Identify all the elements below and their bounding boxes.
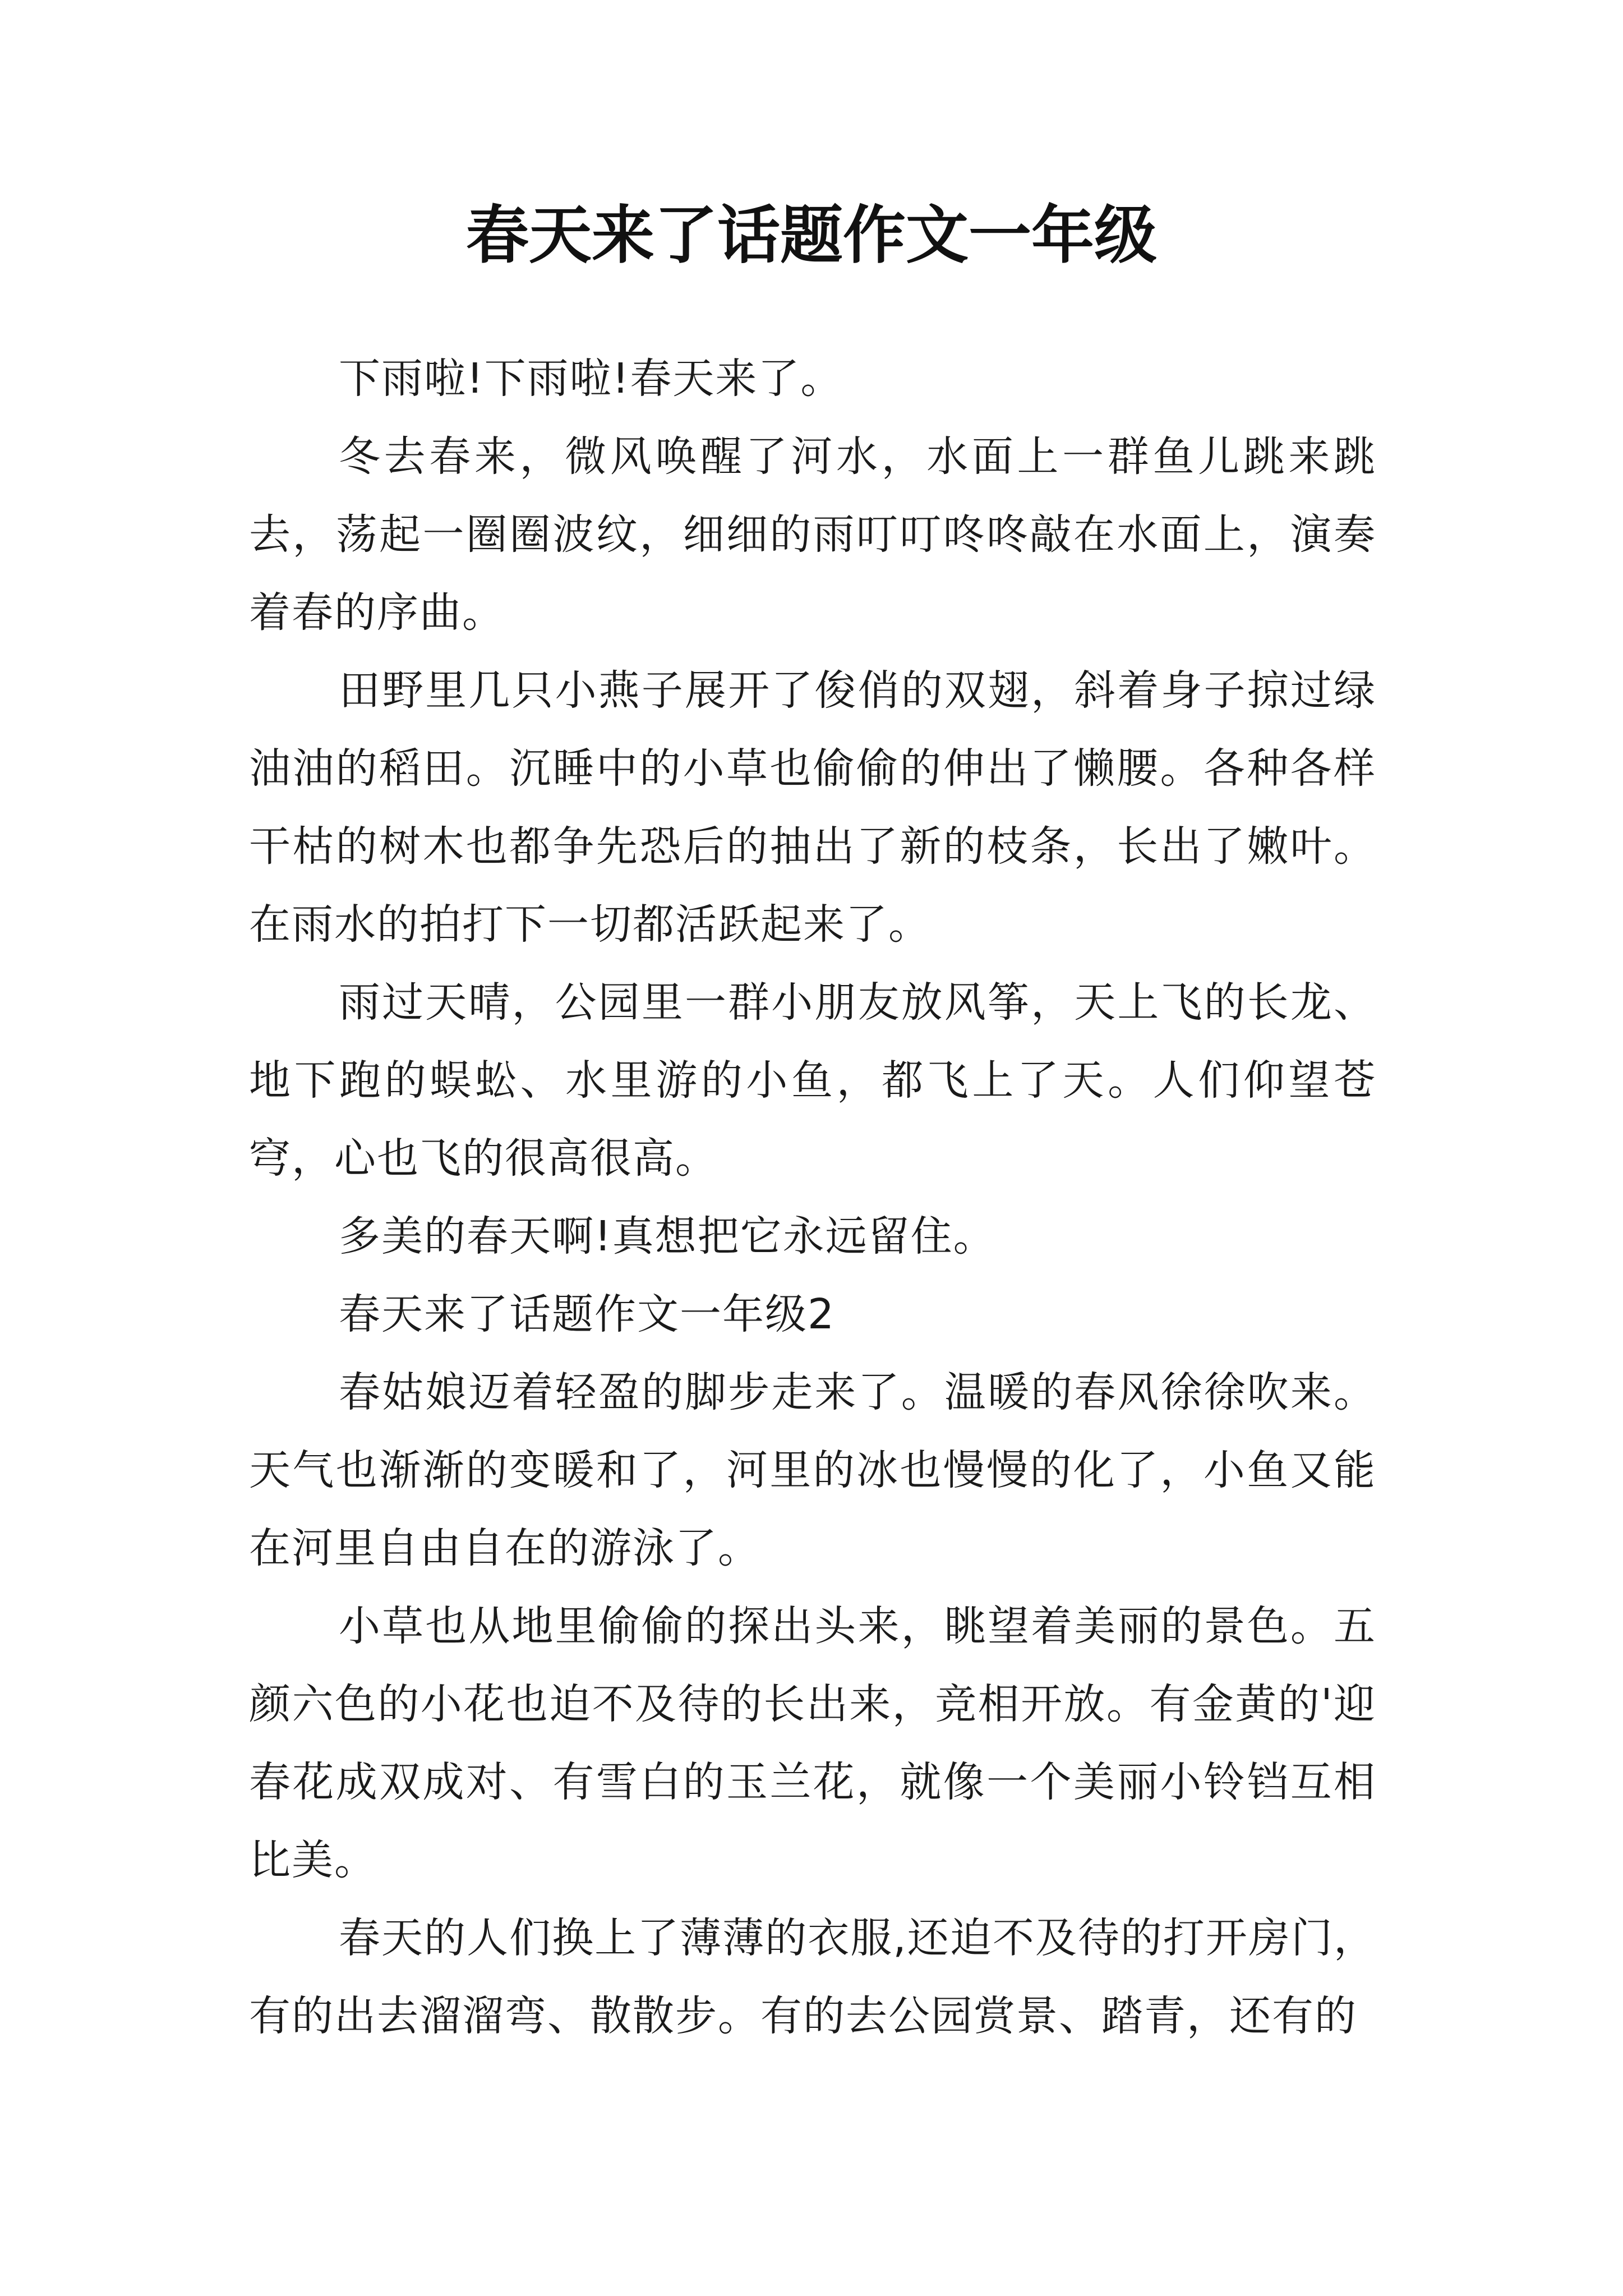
paragraph: 多美的春天啊!真想把它永远留住。 [339, 1212, 996, 1260]
paragraph: 冬去春来，微风唤醒了河水，水面上一群鱼儿跳来跳去，荡起一圈圈波纹，细细的雨叮叮咚咚敲在水面上，演奏着春的序曲。 [249, 432, 1376, 637]
paragraph: 小草也从地里偷偷的探出头来，眺望着美丽的景色。五颜六色的小花也迫不及待的长出来，竞相开放。有金黄的'迎春花成双成对、有雪白的玉兰花，就像一个美丽小铃铛互相比美。 [249, 1602, 1376, 1884]
document-title: 春天来了话题作文一年级 [466, 199, 1157, 272]
paragraph: 下雨啦!下雨啦!春天来了。 [339, 355, 843, 403]
paragraph: 春姑娘迈着轻盈的脚步走来了。温暖的春风徐徐吹来。天气也渐渐的变暖和了，河里的冰也慢慢的化了，小鱼又能在河里自由自在的游泳了。 [249, 1368, 1376, 1572]
section-heading: 春天来了话题作文一年级2 [339, 1290, 836, 1338]
paragraph: 田野里几只小燕子展开了俊俏的双翅，斜着身子掠过绿油油的稻田。沉睡中的小草也偷偷的伸出了懒腰。各种各样干枯的树木也都争先恐后的抽出了新的枝条，长出了嫩叶。在雨水的拍打下一切都活跃起来了。 [249, 666, 1376, 949]
document-body [249, 340, 1376, 2055]
paragraph: 春天的人们换上了薄薄的衣服,还迫不及待的打开房门，有的出去溜溜弯、散散步。有的去公园赏景、踏青，还有的 [249, 1914, 1376, 2040]
paragraph: 雨过天晴，公园里一群小朋友放风筝，天上飞的长龙、地下跑的蜈蚣、水里游的小鱼，都飞上了天。人们仰望苍穹，心也飞的很高很高。 [249, 978, 1376, 1182]
